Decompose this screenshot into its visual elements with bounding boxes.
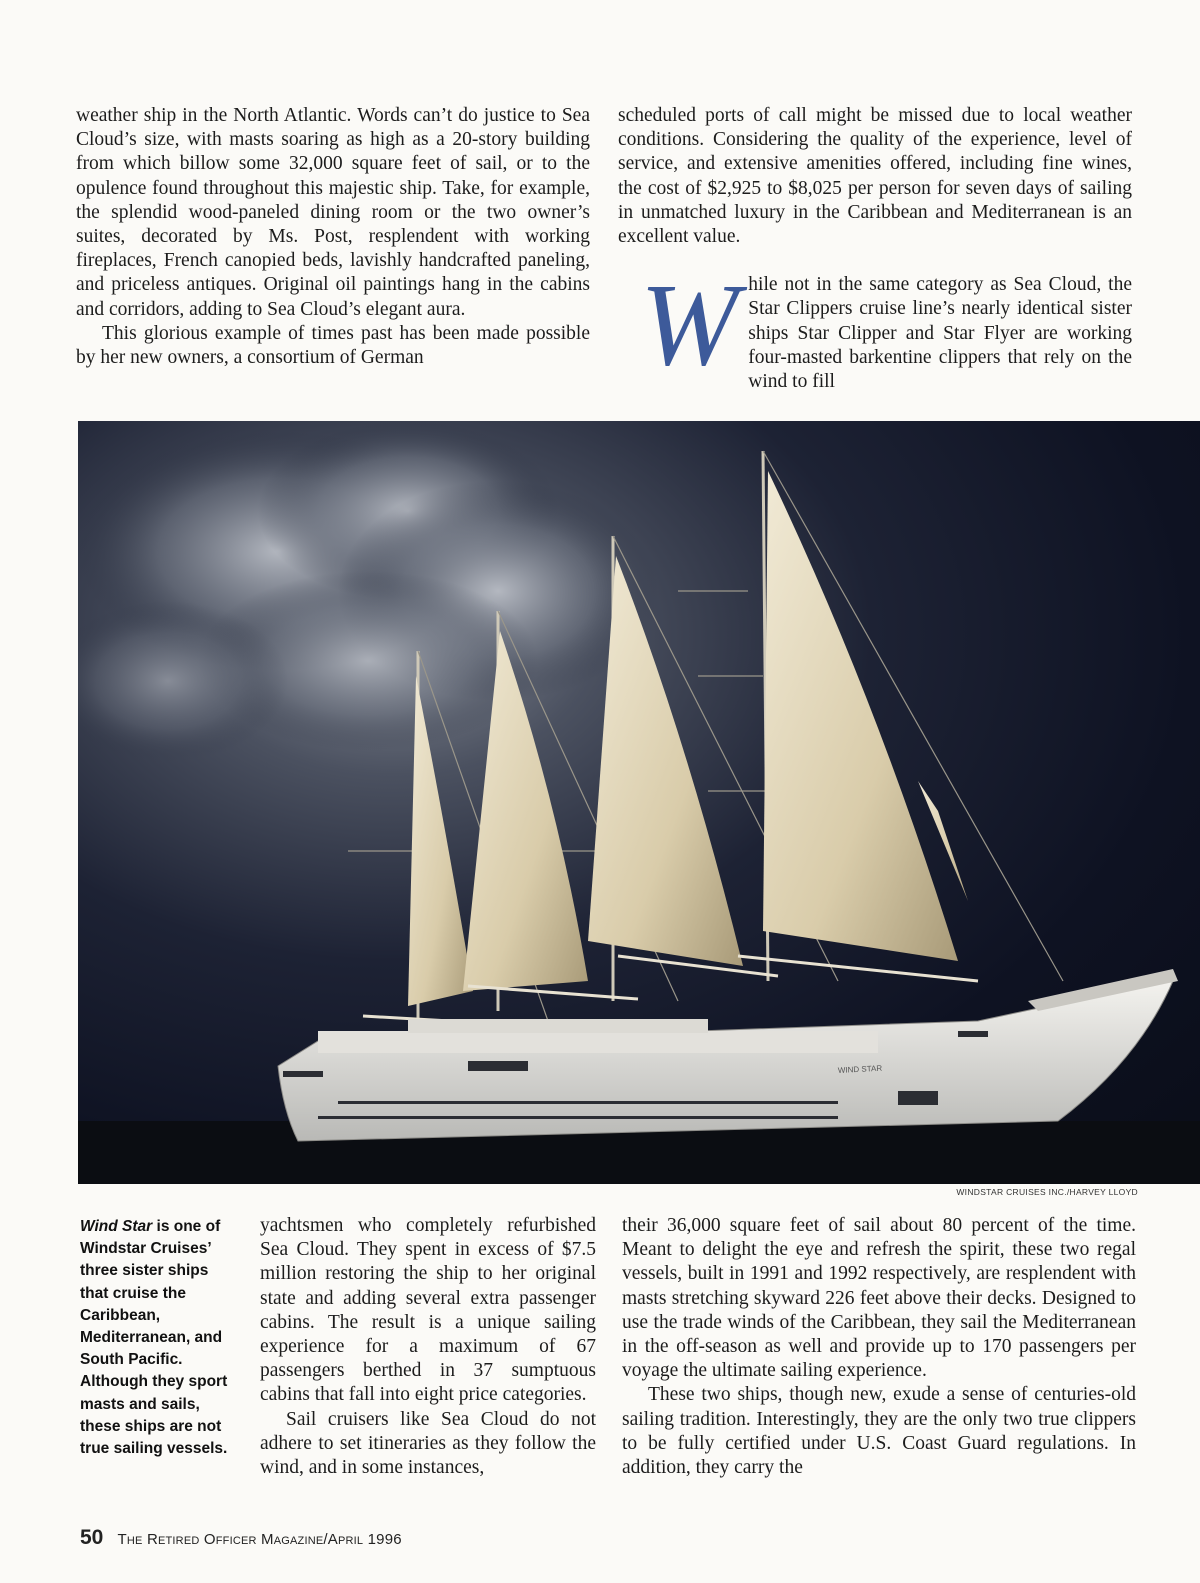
paragraph: scheduled ports of call might be missed due to local weather conditions. Considering the quality of the experience, level of service, and extensive amenities offered, including fine wines, the cost of $2,925 to $8,025 per person for seven days of sailing in unmatched luxury in the Caribbean and Mediterranean is an excellent value. bbox=[618, 105, 1132, 248]
hull-name: WIND STAR bbox=[837, 1063, 883, 1075]
publication-line: The Retired Officer Magazine/April 1996 bbox=[117, 1531, 402, 1548]
photo-caption bbox=[80, 1216, 240, 1460]
paragraph: yachtsmen who completely refurbished Sea Cloud. They spent in excess of $7.5 million restoring the ship to her original state and adding several extra passenger cabins. The result is a unique sailing experience for a maximum of 67 passengers berthed in 37 sumptuous cabins that fall into eight price categories. bbox=[260, 1215, 596, 1406]
drop-cap: W bbox=[640, 259, 739, 391]
article-column-bottom-middle bbox=[260, 1214, 596, 1480]
article-column-top-left bbox=[76, 104, 590, 370]
ship-photo bbox=[78, 421, 1200, 1184]
clouds bbox=[78, 421, 658, 761]
paragraph: This glorious example of times past has been made possible by her new owners, a consortium of German bbox=[76, 322, 590, 369]
paragraph: their 36,000 square feet of sail about 80 percent of the time. Meant to delight the eye and refresh the spirit, these two regal vessels, built in 1991 and 1992 respectively, are resplendent with masts stretching skyward 226 feet above their decks. Designed to use the trade winds of the Caribbean, they sail the Mediterranean in the off-season as well and provide up to 170 passengers per voyage the ultimate sailing experience. bbox=[622, 1215, 1136, 1382]
superstructure bbox=[318, 1031, 878, 1053]
sailing-ship-illustration bbox=[78, 421, 1200, 1184]
article-column-bottom-right bbox=[622, 1214, 1136, 1480]
page-footer bbox=[80, 1526, 402, 1550]
photo-credit: WINDSTAR CRUISES INC./HARVEY LLOYD bbox=[956, 1187, 1138, 1197]
article-column-top-right bbox=[618, 104, 1132, 394]
page-number: 50 bbox=[80, 1526, 104, 1549]
paragraph: hile not in the same category as Sea Cloud, the Star Clippers cruise line’s nearly identical sister ships Star Clipper and Star Flyer are working four-masted barkentine clippers that rely on the wind to fill bbox=[748, 274, 1132, 393]
caption-ship-name: Wind Star bbox=[80, 1218, 153, 1235]
caption-text: is one of Windstar Cruises’ three sister ships that cruise the Caribbean, Mediterranean, and South Pacific. Although they sport masts and sails, these ships are not true sailing vessels. bbox=[80, 1218, 228, 1458]
paragraph: These two ships, though new, exude a sense of centuries-old sailing tradition. Interestingly, they are the only two true clippers to be fully certified under U.S. Coast Guard regulations. In addition, they carry the bbox=[622, 1384, 1136, 1479]
paragraph: weather ship in the North Atlantic. Words can’t do justice to Sea Cloud’s size, with masts soaring as high as a 20-story building from which billow some 32,000 square feet of sail, or to the opulence found throughout this majestic ship. Take, for example, the splendid wood-paneled dining room or the two owner’s suites, decorated by Ms. Post, resplendent with working fireplaces, French canopied beds, lavishly handcrafted paneling, and priceless antiques. Original oil paintings hang in the cabins and corridors, adding to Sea Cloud’s elegant aura. bbox=[76, 105, 590, 320]
paragraph: Sail cruisers like Sea Cloud do not adhere to set itineraries as they follow the wind, and in some instances, bbox=[260, 1408, 596, 1479]
upper-deck bbox=[408, 1019, 708, 1033]
